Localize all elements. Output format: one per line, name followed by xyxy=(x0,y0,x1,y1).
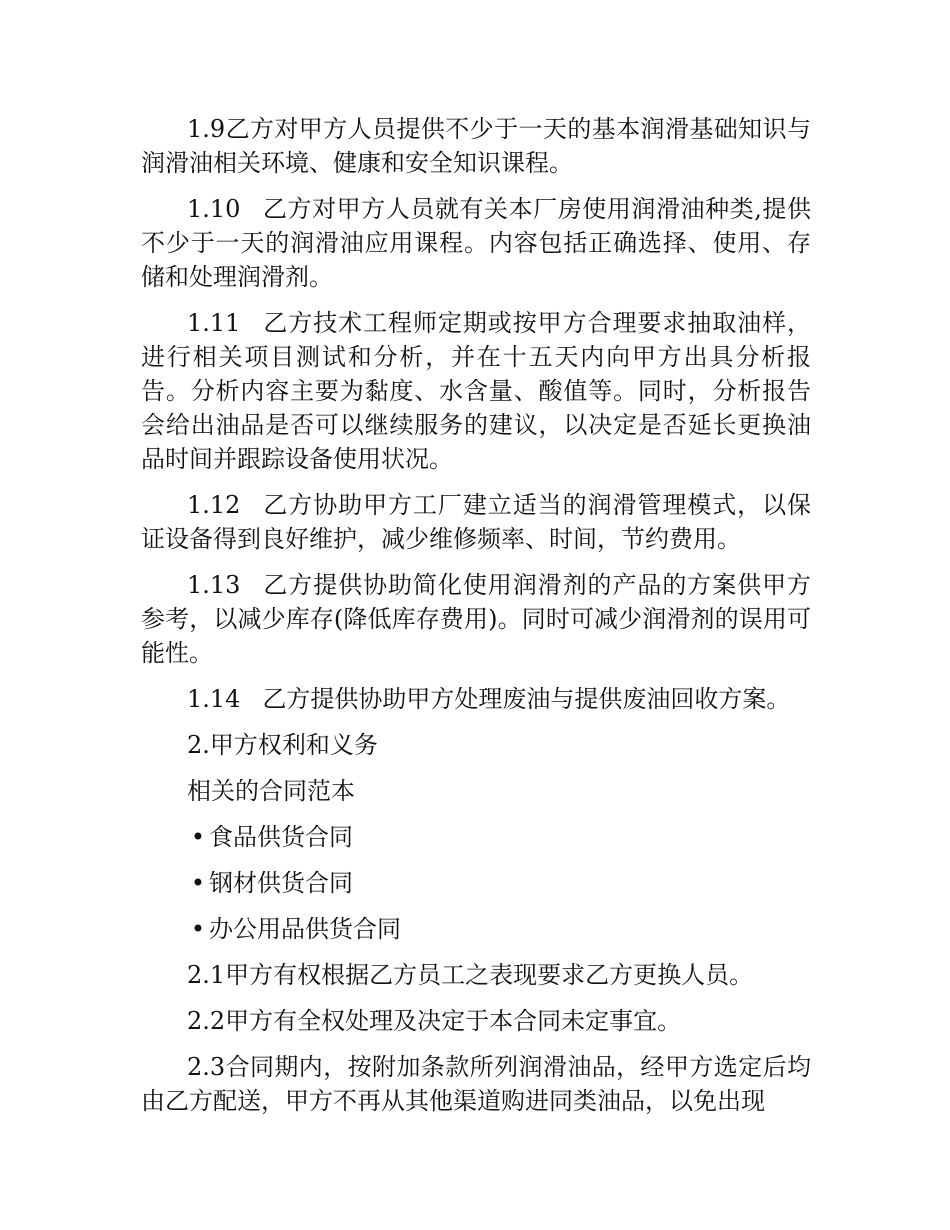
clause-1-14 xyxy=(141,682,811,716)
related-contract-link[interactable] xyxy=(141,866,811,900)
related-contract-label: 钢材供货合同 xyxy=(209,869,353,897)
bullet-icon: • xyxy=(190,915,206,943)
document-body xyxy=(141,112,811,1130)
clause-number: 1.14 xyxy=(187,685,241,713)
clause-text: 甲方有权根据乙方员工之表现要求乙方更换人员。 xyxy=(225,961,754,989)
clause-2-3 xyxy=(141,1050,811,1118)
bullet-icon: • xyxy=(190,869,206,897)
clause-text: 乙方技术工程师定期或按甲方合理要求抽取油样，进行相关项目测试和分析，并在十五天内向甲方出具分析报告。分析内容主要为黏度、水含量、酸值等。同时，分析报告会给出油品是否可以继续服务的建议，以决定是否延长更换油品时间并跟踪设备使用状况。 xyxy=(141,309,811,473)
clause-2-1 xyxy=(141,958,811,992)
clause-number: 1.11 xyxy=(187,309,241,337)
clause-number: 2.3 xyxy=(187,1053,226,1081)
clause-text: 乙方对甲方人员就有关本厂房使用润滑油种类,提供不少于一天的润滑油应用课程。内容包括正确选择、使用、存储和处理润滑剂。 xyxy=(141,195,811,291)
related-contract-label: 办公用品供货合同 xyxy=(209,915,401,943)
clause-number: 1.10 xyxy=(187,195,241,223)
clause-1-12 xyxy=(141,488,811,556)
related-contracts-heading: 相关的合同范本 xyxy=(187,777,355,805)
clause-2-2 xyxy=(141,1004,811,1038)
clause-text: 乙方对甲方人员提供不少于一天的基本润滑基础知识与润滑油相关环境、健康和安全知识课程。 xyxy=(141,115,811,177)
clause-1-10 xyxy=(141,192,811,294)
clause-1-9 xyxy=(141,112,811,180)
clause-1-11 xyxy=(141,306,811,476)
section-heading: 2.甲方权利和义务 xyxy=(187,731,378,759)
clause-1-13 xyxy=(141,568,811,670)
clause-text: 乙方协助甲方工厂建立适当的润滑管理模式，以保证设备得到良好维护，减少维修频率、时间，节约费用。 xyxy=(141,491,811,553)
clause-text: 甲方有全权处理及决定于本合同未定事宜。 xyxy=(225,1007,682,1035)
clause-number: 1.9 xyxy=(187,115,226,143)
related-contract-label: 食品供货合同 xyxy=(209,823,353,851)
clause-number: 2.1 xyxy=(187,961,226,989)
related-contract-link[interactable] xyxy=(141,820,811,854)
related-contract-link[interactable] xyxy=(141,912,811,946)
clause-number: 2.2 xyxy=(187,1007,226,1035)
clause-number: 1.12 xyxy=(187,491,241,519)
clause-number: 1.13 xyxy=(187,571,241,599)
clause-text: 乙方提供协助甲方处理废油与提供废油回收方案。 xyxy=(262,685,791,713)
bullet-icon: • xyxy=(190,823,206,851)
clause-text: 乙方提供协助简化使用润滑剂的产品的方案供甲方参考，以减少库存(降低库存费用)。同时可减少润滑剂的误用可能性。 xyxy=(141,571,811,667)
clause-text: 合同期内，按附加条款所列润滑油品，经甲方选定后均由乙方配送，甲方不再从其他渠道购进同类油品，以免出现 xyxy=(141,1053,811,1115)
